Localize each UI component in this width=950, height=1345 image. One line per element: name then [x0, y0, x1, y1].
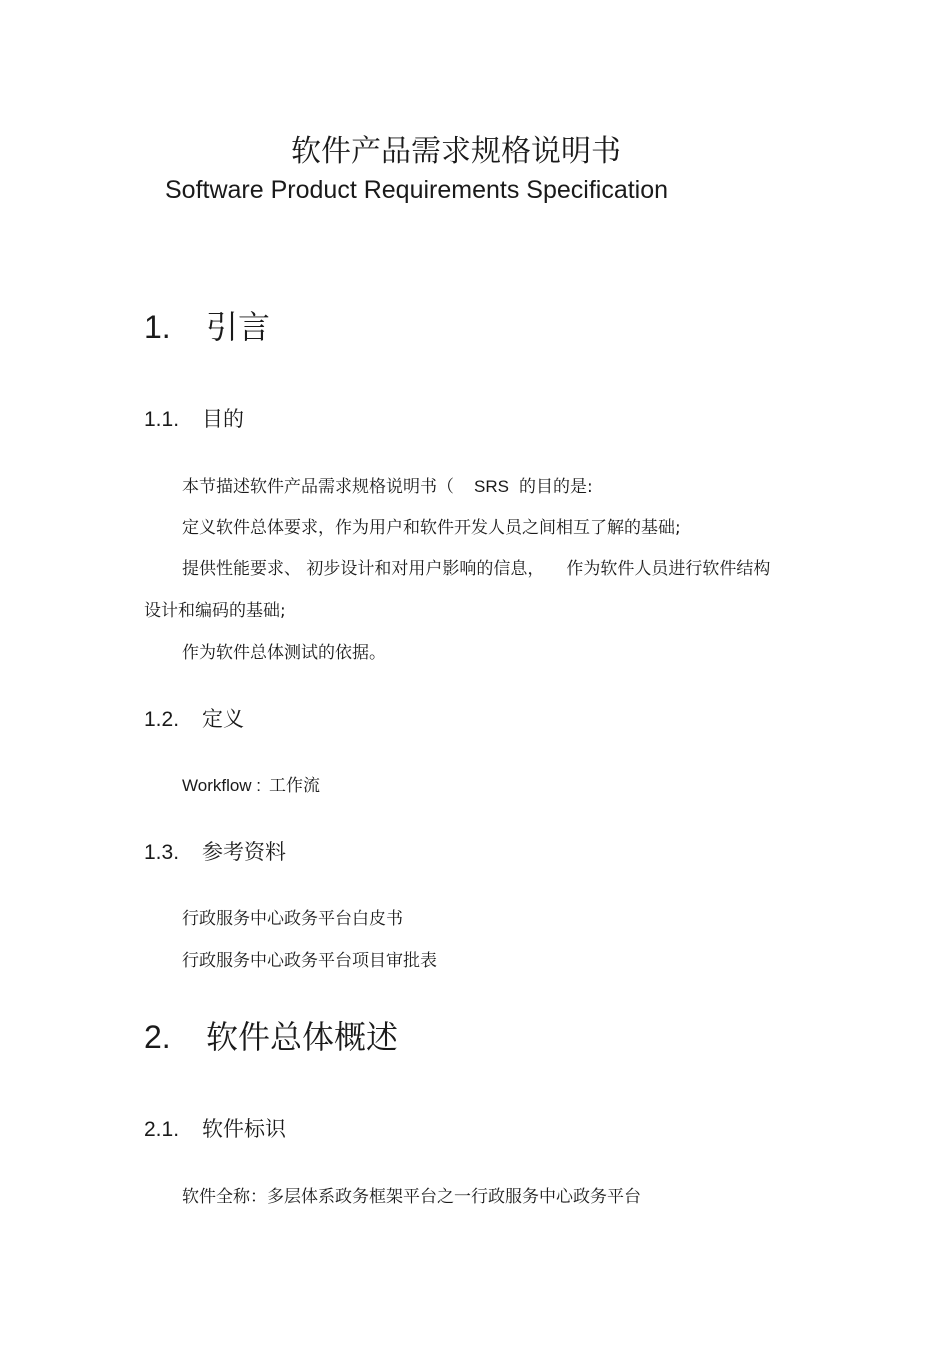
reference-item: 行政服务中心政务平台项目审批表: [182, 951, 437, 971]
section-title: 目的: [202, 407, 244, 431]
purpose-paragraph-4: 作为软件总体测试的依据。: [182, 643, 386, 663]
section-title: 软件总体概述: [206, 1018, 399, 1056]
section-1-3-heading: [144, 836, 286, 866]
section-number: 1.2.: [144, 708, 180, 731]
document-title-english: Software Product Requirements Specification: [165, 176, 669, 204]
section-1-2-heading: [144, 703, 244, 733]
purpose-intro-end: 的目的是:: [518, 477, 593, 497]
definition-text: 工作流: [269, 776, 321, 796]
purpose-paragraph-2: 定义软件总体要求，作为用户和软件开发人员之间相互了解的基础;: [182, 518, 681, 538]
section-title: 定义: [202, 707, 244, 731]
purpose-intro: 本节描述软件产品需求规格说明书（: [182, 477, 454, 497]
purpose-paragraph-3: [182, 554, 770, 579]
section-1-heading: [144, 302, 270, 348]
section-2-heading: [144, 1012, 398, 1058]
section-title: 引言: [206, 308, 271, 346]
section-number: 1.1.: [144, 408, 180, 431]
definition-item: [182, 771, 320, 796]
purpose-paragraph-3-part-a: 提供性能要求、 初步设计和对用户影响的信息，: [182, 559, 545, 579]
definition-term: Workflow :: [182, 776, 262, 795]
section-number: 1.3.: [144, 841, 180, 864]
section-2-1-heading: [144, 1113, 286, 1143]
section-1-1-heading: [144, 403, 244, 433]
section-number: 2.: [144, 1019, 171, 1055]
software-full-name: 软件全称：多层体系政务框架平台之一行政服务中心政务平台: [182, 1187, 641, 1207]
purpose-paragraph-3-part-b: 作为软件人员进行软件结构: [566, 559, 771, 579]
purpose-paragraph-3-continued: 设计和编码的基础;: [144, 601, 286, 621]
srs-abbreviation: SRS: [474, 477, 509, 496]
purpose-paragraph-1: [182, 472, 593, 497]
section-number: 2.1.: [144, 1118, 180, 1141]
reference-item: 行政服务中心政务平台白皮书: [182, 909, 403, 929]
section-number: 1.: [144, 309, 171, 345]
section-title: 参考资料: [202, 840, 286, 864]
section-title: 软件标识: [202, 1117, 286, 1141]
document-title: 软件产品需求规格说明书: [291, 134, 621, 169]
